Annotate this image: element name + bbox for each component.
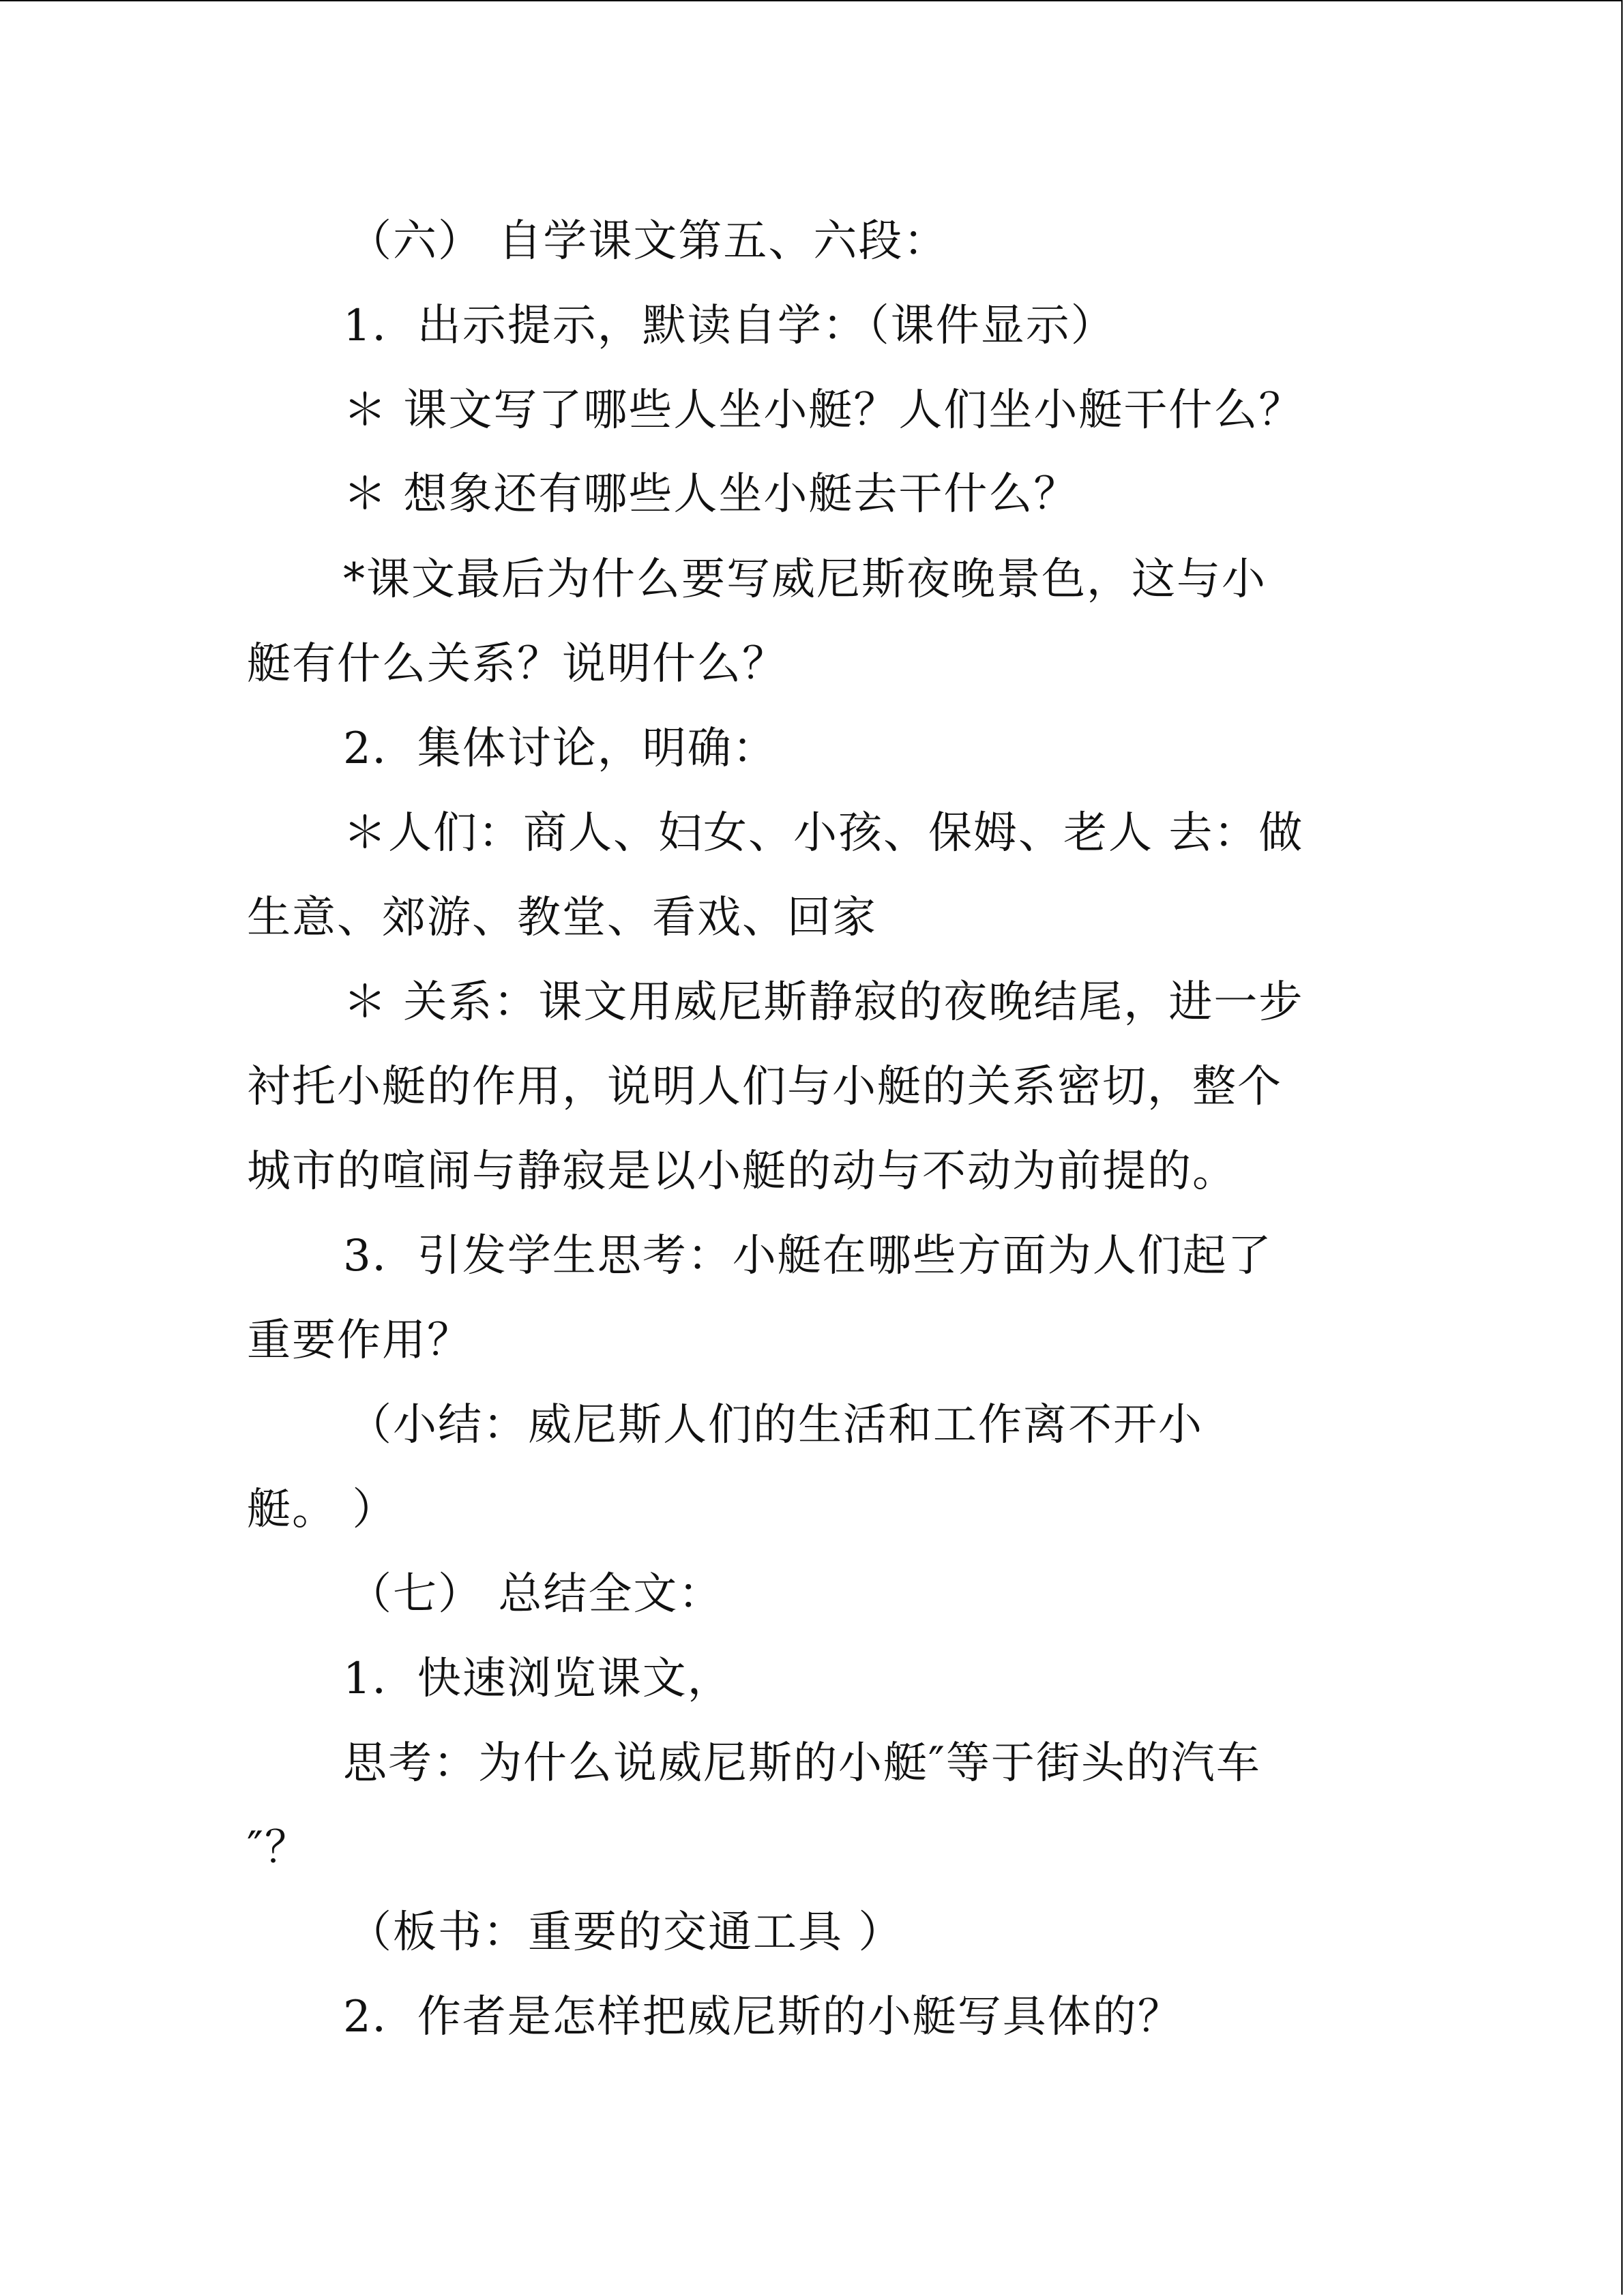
text-line: （小结：威尼斯人们的生活和工作离不开小 [348,1400,1203,1450]
text-line: ＊ 关系：课文用威尼斯静寂的夜晚结尾，进一步 [343,977,1304,1028]
text-line: 3．引发学生思考：小艇在哪些方面为人们起了 [343,1231,1273,1281]
text-line: *课文最后为什么要写威尼斯夜晚景色，这与小 [343,554,1267,605]
text-line: 思考：为什么说威尼斯的小艇″等于街头的汽车 [343,1738,1261,1789]
text-line: 生意、郊游、教堂、看戏、回家 [247,893,877,943]
text-line: ＊人们：商人、妇女、小孩、保姆、老人 去：做 [343,808,1304,859]
text-line: 2．集体讨论，明确： [343,724,778,774]
text-line: ＊ 课文写了哪些人坐小艇？人们坐小艇干什么？ [343,385,1304,436]
text-line: ″？ [247,1823,310,1873]
text-line: 城市的喧闹与静寂是以小艇的动与不动为前提的。 [247,1146,1237,1197]
text-line: 衬托小艇的作用，说明人们与小艇的关系密切，整个 [247,1062,1282,1112]
text-line: ＊ 想象还有哪些人坐小艇去干什么？ [343,469,1079,520]
text-line: （七） 总结全文： [348,1569,724,1620]
text-line: 2．作者是怎样把威尼斯的小艇写具体的？ [343,1992,1183,2042]
text-line: 艇有什么关系？说明什么？ [247,639,787,689]
text-line: （板书：重要的交通工具 ） [348,1907,904,1958]
text-line: 1．快速浏览课文， [343,1654,733,1704]
text-line: （六） 自学课文第五、六段： [348,216,949,267]
text-line: 1．出示提示，默读自学：（课件显示） [343,301,1116,351]
text-line: 艇。 ） [247,1485,398,1535]
text-line: 重要作用？ [247,1315,472,1366]
